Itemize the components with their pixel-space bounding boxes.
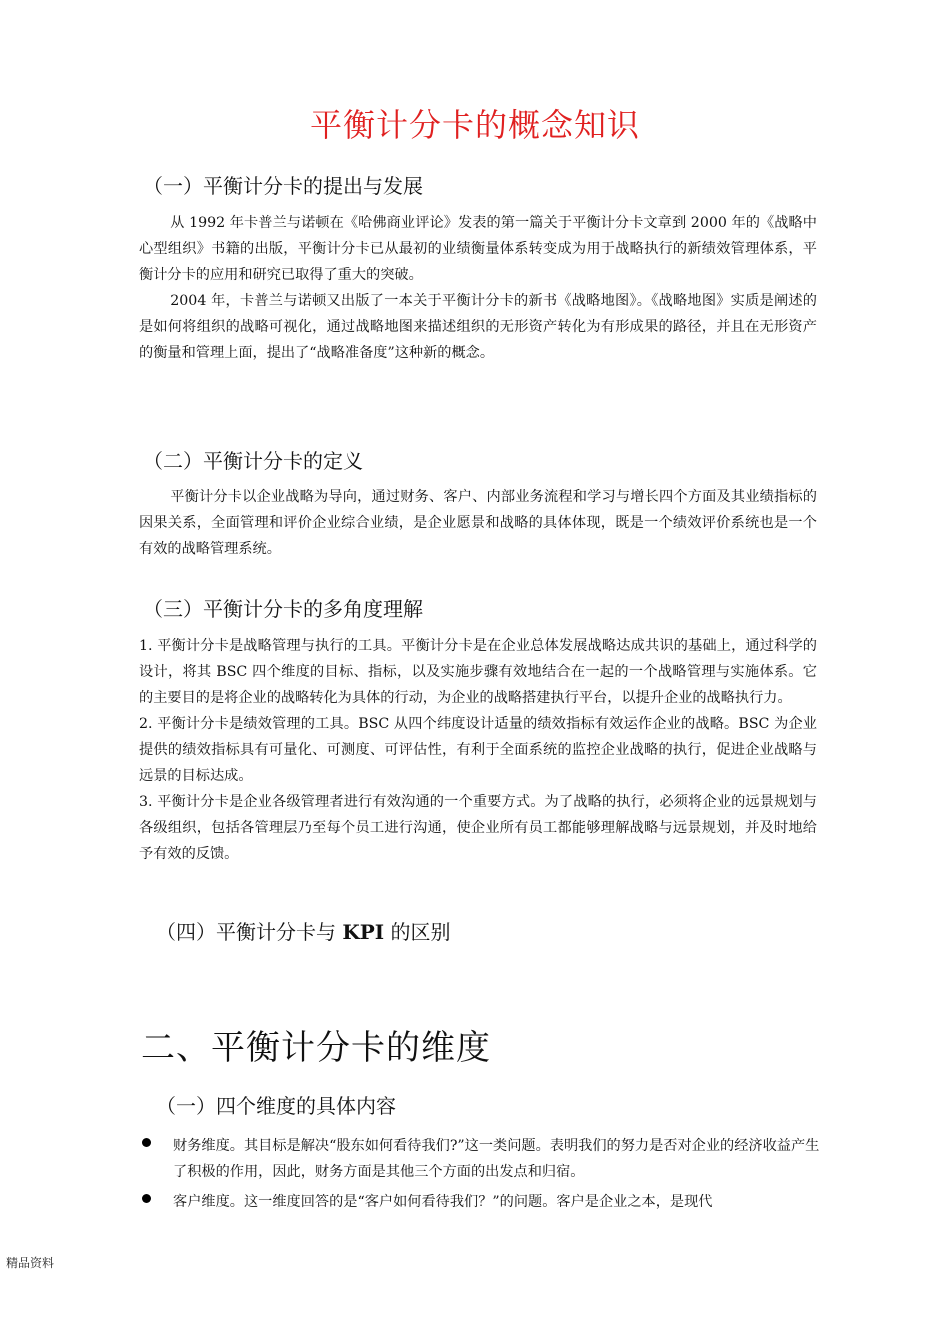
paragraph: 平衡计分卡以企业战略为导向，通过财务、客户、内部业务流程和学习与增长四个方面及其业绩指标的因果关系，全面管理和评价企业综合业绩，是企业愿景和战略的具体体现，既是一个绩效评价系统也是一个有效的战略管理系统。 [139,489,817,557]
section-3-list [139,633,817,867]
heading-kpi: KPI [342,920,385,944]
subsection-heading: （一）四个维度的具体内容 [156,1094,396,1118]
section-2-body [139,484,817,562]
section-1-body [139,210,817,366]
footer-label: 精品资料 [6,1256,55,1270]
section-heading-4 [156,916,451,945]
section-heading-1: （一）平衡计分卡的提出与发展 [143,174,423,198]
heading-text: 的区别 [384,920,451,944]
bullet-list [139,1133,829,1219]
bullet-icon [142,1194,151,1203]
bullet-text: 客户维度。这一维度回答的是“客户如何看待我们？”的问题。客户是企业之本，是现代 [173,1194,713,1210]
paragraph: 从 1992 年卡普兰与诺顿在《哈佛商业评论》发表的第一篇关于平衡计分卡文章到 2000 年的《战略中心型组织》书籍的出版，平衡计分卡已从最初的业绩衡量体系转变成为用于战略执行的新绩效管理体系，平衡计分卡的应用和研究已取得了重大的突破。 [139,215,817,283]
chapter-heading: 二、平衡计分卡的维度 [141,1028,491,1068]
list-item: 2. 平衡计分卡是绩效管理的工具。BSC 从四个纬度设计适量的绩效指标有效运作企业的战略。BSC 为企业提供的绩效指标具有可量化、可测度、可评估性，有利于全面系统的监控企业战略的执行，促进企业战略与远景的目标达成。 [139,716,817,784]
heading-text: （四）平衡计分卡与 [156,920,343,944]
bullet-icon [142,1138,151,1147]
paragraph: 2004 年，卡普兰与诺顿又出版了一本关于平衡计分卡的新书《战略地图》。《战略地图》实质是阐述的是如何将组织的战略可视化，通过战略地图来描述组织的无形资产转化为有形成果的路径，并且在无形资产的衡量和管理上面，提出了“战略准备度”这种新的概念。 [139,293,817,361]
section-heading-2: （二）平衡计分卡的定义 [143,449,363,473]
bullet-item [139,1189,829,1215]
bullet-item [139,1133,829,1185]
section-heading-3: （三）平衡计分卡的多角度理解 [143,597,423,621]
bullet-text: 财务维度。其目标是解决“股东如何看待我们?”这一类问题。表明我们的努力是否对企业的经济收益产生了积极的作用，因此，财务方面是其他三个方面的出发点和归宿。 [173,1138,820,1180]
list-item: 3. 平衡计分卡是企业各级管理者进行有效沟通的一个重要方式。为了战略的执行，必须将企业的远景规划与各级组织，包括各管理层乃至每个员工进行沟通，使企业所有员工都能够理解战略与远景规划，并及时地给予有效的反馈。 [139,794,817,862]
list-item: 1. 平衡计分卡是战略管理与执行的工具。平衡计分卡是在企业总体发展战略达成共识的基础上，通过科学的设计，将其 BSC 四个维度的目标、指标，以及实施步骤有效地结合在一起的一个战略管理与实施体系。它的主要目的是将企业的战略转化为具体的行动，为企业的战略搭建执行平台，以提升企业的战略执行力。 [139,638,817,706]
document-title: 平衡计分卡的概念知识 [309,106,640,144]
